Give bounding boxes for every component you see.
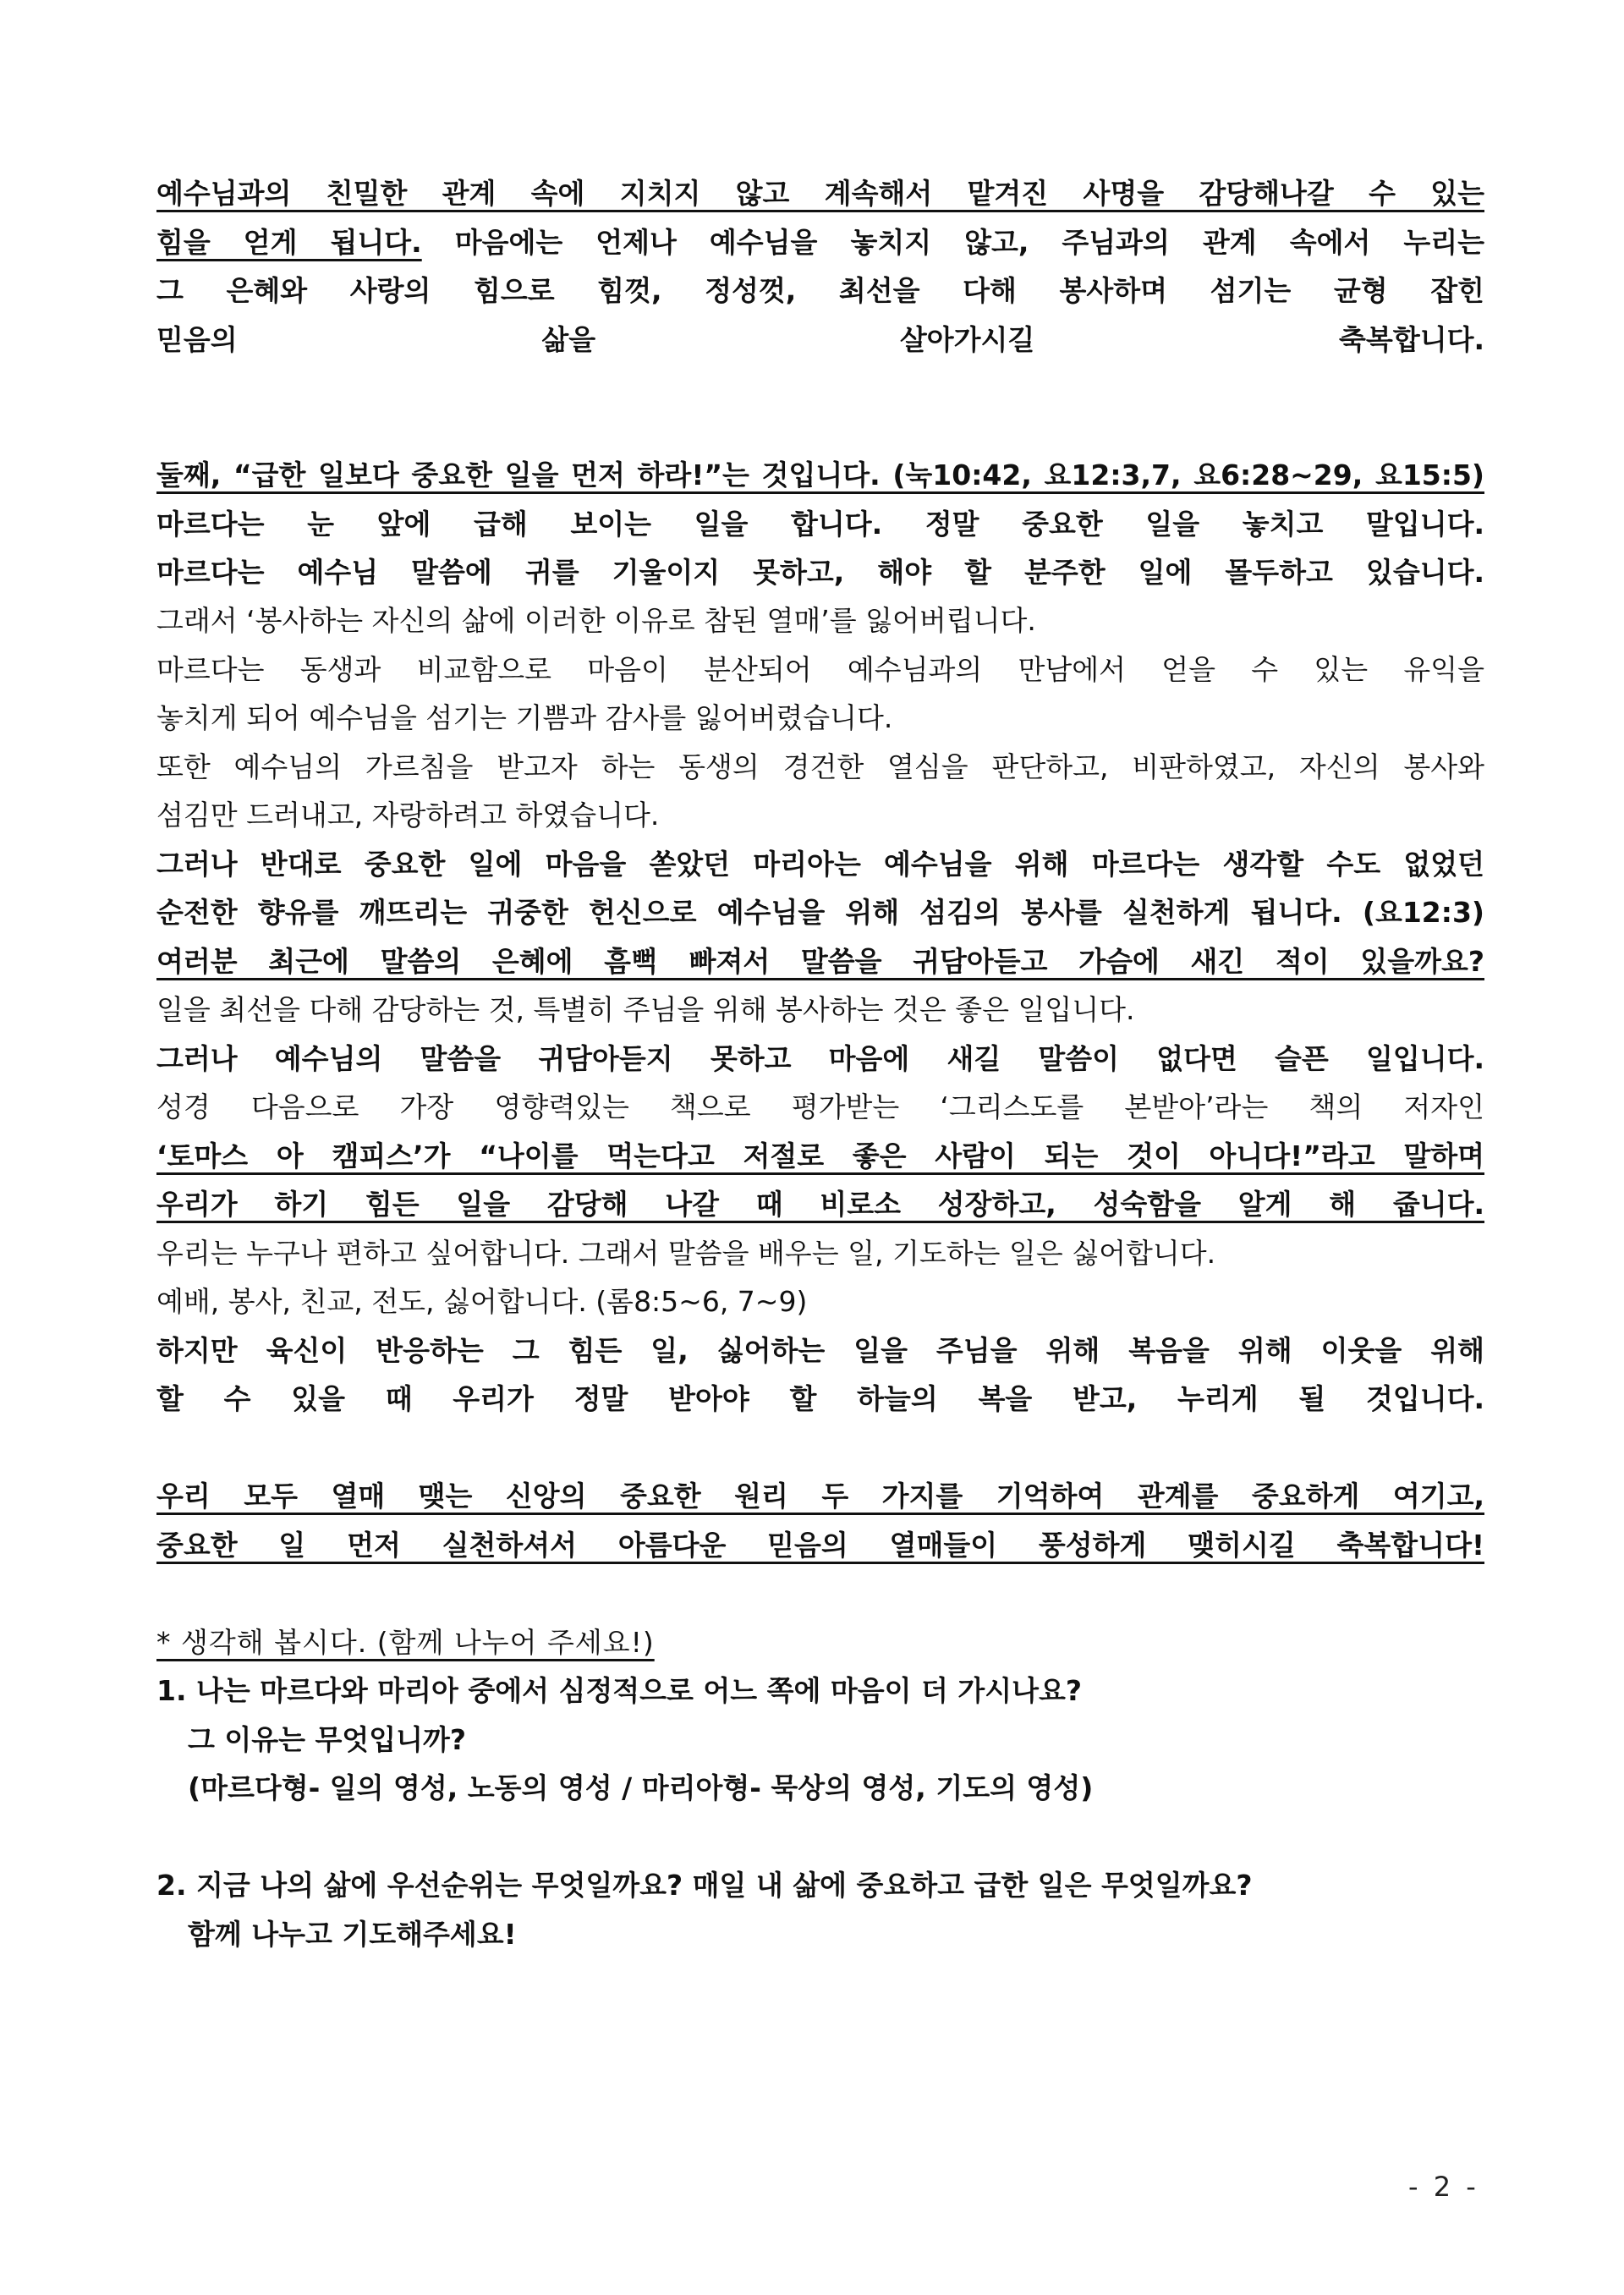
- question-2-sub: 함께 나누고 기도해주세요!: [188, 1918, 517, 1951]
- closing-blessing: 우리 모두 열매 맺는 신앙의 중요한 원리 두 가지를 기억하여 관계를 중요하게 여기고,: [156, 1480, 1484, 1513]
- quote-line: ‘토마스 아 캠피스’가 “나이를 먹는다고 저절로 좋은 사람이 되는 것이 아니다!”라고 말하며: [156, 1139, 1484, 1172]
- text-line: 또한 예수님의 가르침을 받고자 하는 동생의 경건한 열심을 판단하고, 비판하였고, 자신의 봉사와: [156, 750, 1484, 783]
- page-number: - 2 -: [1408, 2171, 1479, 2203]
- text-line: 그래서 ‘봉사하는 자신의 삶에 이러한 이유로 참된 열매’를 잃어버립니다.: [156, 604, 1036, 637]
- paragraph-line: [156, 320, 1484, 367]
- underlined-segment: 예수님과의 친밀한 관계 속에 지치지 않고 계속해서 맡겨진 사명을 감당해나갈 수 있는: [156, 177, 1484, 210]
- quote-line: 우리가 하기 힘든 일을 감당해 나갈 때 비로소 성장하고, 성숙함을 알게 해 줍니다.: [156, 1188, 1484, 1221]
- text-segment: 마음에는 언제나 예수님을 놓치지 않고, 주님과의 관계 속에서 누리는: [421, 226, 1484, 259]
- bold-line: 할 수 있을 때 우리가 정말 받아야 할 하늘의 복을 받고, 누리게 될 것입니다.: [156, 1382, 1484, 1415]
- text-line: 마르다는 동생과 비교함으로 마음이 분산되어 예수님과의 만남에서 얻을 수 있는 유익을: [156, 653, 1484, 686]
- question-1: 1. 나는 마르다와 마리아 중에서 심정적으로 어느 쪽에 마음이 더 가시나요?: [156, 1674, 1082, 1707]
- text-line: 우리는 누구나 편하고 싶어합니다. 그래서 말씀을 배우는 일, 기도하는 일은 싫어합니다.: [156, 1237, 1216, 1270]
- bold-line: 그러나 반대로 중요한 일에 마음을 쏟았던 마리아는 예수님을 위해 마르다는 생각할 수도 없었던: [156, 848, 1484, 881]
- bold-line: 마르다는 눈 앞에 급해 보이는 일을 합니다. 정말 중요한 일을 놓치고 말입니다.: [156, 508, 1484, 541]
- text-line: 일을 최선을 다해 감당하는 것, 특별히 주님을 위해 봉사하는 것은 좋은 일입니다.: [156, 993, 1135, 1026]
- paragraph-line: [156, 222, 1484, 270]
- paragraph-line: [156, 173, 1484, 221]
- text-line: 성경 다음으로 가장 영향력있는 책으로 평가받는 ‘그리스도를 본받아’라는 책의 저자인: [156, 1090, 1484, 1123]
- question-1-note: (마르다형- 일의 영성, 노동의 영성 / 마리아형- 묵상의 영성, 기도의 영성): [188, 1771, 1094, 1804]
- closing-blessing: 중요한 일 먼저 실천하셔서 아름다운 믿음의 열매들이 풍성하게 맺히시길 축복합니다!: [156, 1529, 1484, 1562]
- text-line: 예배, 봉사, 친교, 전도, 싫어합니다. (롬8:5~6, 7~9): [156, 1285, 808, 1318]
- bold-line: 마르다는 예수님 말씀에 귀를 기울이지 못하고, 해야 할 분주한 일에 몰두하고 있습니다.: [156, 556, 1484, 589]
- underlined-segment: 힘을 얻게 됩니다.: [156, 226, 422, 259]
- bold-line: 하지만 육신이 반응하는 그 힘든 일, 싫어하는 일을 주님을 위해 복음을 위해 이웃을 위해: [156, 1334, 1484, 1367]
- paragraph-line: [156, 271, 1484, 318]
- question-1-sub: 그 이유는 무엇입니까?: [188, 1723, 467, 1756]
- bold-line: 순전한 향유를 깨뜨리는 귀중한 헌신으로 예수님을 위해 섬김의 봉사를 실천하게 됩니다. (요12:3): [156, 896, 1484, 929]
- bold-line: 그러나 예수님의 말씀을 귀담아듣지 못하고 마음에 새길 말씀이 없다면 슬픈 일입니다.: [156, 1042, 1484, 1075]
- text-segment: 믿음의 삶을 살아가시길 축복합니다.: [156, 323, 1484, 356]
- text-segment: 그 은혜와 사랑의 힘으로 힘껏, 정성껏, 최선을 다해 봉사하며 섬기는 균형 잡힌: [156, 274, 1484, 307]
- text-line: 놓치게 되어 예수님을 섬기는 기쁨과 감사를 잃어버렸습니다.: [156, 701, 893, 734]
- section-heading-second: 둘째, “급한 일보다 중요한 일을 먼저 하라!”는 것입니다. (눅10:42, 요12:3,7, 요6:28~29, 요15:5): [156, 458, 1484, 491]
- underlined-question: 여러분 최근에 말씀의 은혜에 흠뻑 빠져서 말씀을 귀담아듣고 가슴에 새긴 적이 있을까요?: [156, 945, 1484, 978]
- think-heading: * 생각해 봅시다. (함께 나누어 주세요!): [156, 1626, 655, 1659]
- question-2: 2. 지금 나의 삶에 우선순위는 무엇일까요? 매일 내 삶에 중요하고 급한 일은 무엇일까요?: [156, 1869, 1253, 1902]
- text-line: 섬김만 드러내고, 자랑하려고 하였습니다.: [156, 799, 660, 832]
